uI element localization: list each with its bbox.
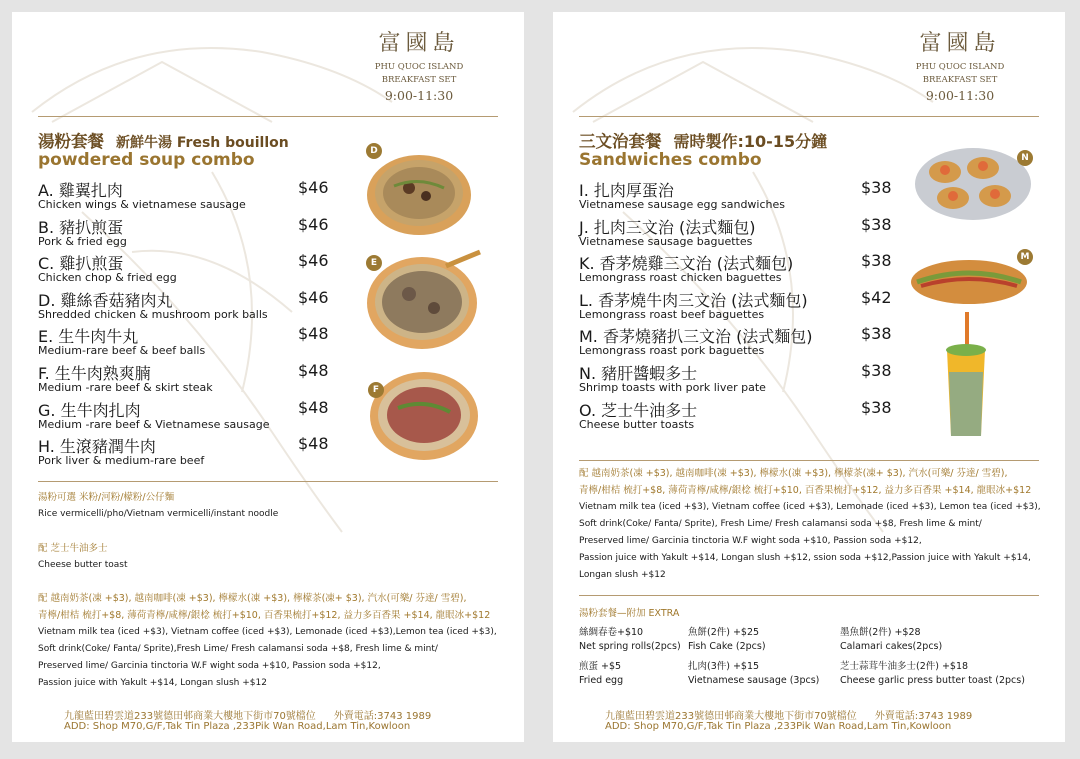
item-name: B. 豬扒煎蛋: [38, 218, 124, 237]
item-desc: Shredded chicken & mushroom pork balls: [38, 308, 268, 321]
drinks-en-line: Preserved lime/ Garcinia tinctoria W.F wight soda +$10, Passion soda +$12,: [38, 661, 381, 671]
drinks-en-line: Vietnam milk tea (iced +$3), Vietnam coffee (iced +$3), Lemonade (iced +$3),Lemon tea (iced +$3),: [38, 627, 497, 637]
takeaway-phone: 外賣電話:3743 1989: [333, 711, 432, 722]
soup-photo-e: [364, 248, 484, 358]
drinks-en-line: Soft drink(Coke/ Fanta/ Sprite), Fresh Lime/ Fresh calamansi soda +$8, Fresh lime & mint/: [579, 519, 982, 529]
item-desc: Chicken wings & vietnamese sausage: [38, 198, 246, 211]
item-desc: Cheese butter toasts: [579, 418, 695, 431]
soup-subtitle: 新鮮牛湯 Fresh bouillon: [116, 135, 289, 151]
extra-cell: Calamari cakes(2pcs): [840, 641, 943, 652]
item-name: H. 生滾豬潤牛肉: [38, 437, 156, 456]
items-divider: [38, 481, 498, 482]
restaurant-header: [895, 26, 1025, 103]
photo-badge-n: N: [1017, 150, 1033, 166]
drinks-en-line: Soft drink(Coke/ Fanta/ Sprite),Fresh Lime/ Fresh calamansi soda +$8, Fresh lime & mint/: [38, 644, 438, 654]
photo-badge-m: M: [1017, 249, 1033, 265]
sandwich-combo-title-en: Sandwiches combo: [579, 150, 762, 170]
item-price: $48: [298, 324, 329, 343]
restaurant-name-cn: 富國島: [919, 31, 1001, 56]
item-price: $38: [861, 178, 892, 197]
item-name: O. 芝士牛油多士: [579, 401, 698, 420]
passion-drink-photo: [931, 312, 1001, 442]
drinks-en-line: Preserved lime/ Garcinia tinctoria W.F wight soda +$10, Passion soda +$12,: [579, 536, 922, 546]
drinks-cn: 配 越南奶茶(凍 +$3), 越南咖啡(凍 +$3), 檸檬水(凍 +$3), 檸檬茶(凍+ $3), 汽水(可樂/ 芬達/ 雪碧),: [38, 593, 467, 604]
item-price: $38: [861, 361, 892, 380]
footer-address-en: ADD: Shop M70,G/F,Tak Tin Plaza ,233Pik Wan Road,Lam Tin,Kowloon: [605, 721, 952, 732]
noodle-options-cn: 湯粉可選 米粉/河粉/檬粉/公仔麵: [38, 492, 175, 503]
item-price: $42: [861, 288, 892, 307]
section-title-cn: [38, 128, 289, 152]
footer-address-cn: [605, 707, 972, 722]
item-price: $48: [298, 434, 329, 453]
restaurant-header: [354, 26, 484, 103]
baguette-photo: [909, 250, 1033, 310]
item-name: C. 雞扒煎蛋: [38, 254, 124, 273]
extra-cell: Cheese garlic press butter toast (2pcs): [840, 675, 1025, 686]
sandwich-menu-page: [553, 12, 1065, 742]
extra-cell: Net spring rolls(2pcs): [579, 641, 681, 652]
drinks-cn: 配 越南奶茶(凍 +$3), 越南咖啡(凍 +$3), 檸檬水(凍 +$3), 檸檬茶(凍+ $3), 汽水(可樂/ 芬達/ 雪碧),: [579, 468, 1008, 479]
service-hours: 9:00-11:30: [384, 88, 454, 103]
extra-cell: Fish Cake (2pcs): [688, 641, 766, 652]
item-desc: Medium -rare beef & skirt steak: [38, 381, 213, 394]
toast-cn: 配 芝士牛油多士: [38, 543, 108, 554]
restaurant-name-cn: 富國島: [378, 31, 460, 56]
item-name: N. 豬肝醬蝦多士: [579, 364, 698, 383]
item-desc: Chicken chop & fried egg: [38, 271, 177, 284]
extras-divider: [579, 595, 1039, 596]
photo-badge-e: E: [366, 255, 382, 271]
item-desc: Lemongrass roast chicken baguettes: [579, 271, 782, 284]
item-desc: Lemongrass roast pork baguettes: [579, 344, 765, 357]
photo-badge-d: D: [366, 143, 382, 159]
item-desc: Vietnamese sausage baguettes: [579, 235, 753, 248]
item-name: A. 雞翼扎肉: [38, 181, 123, 200]
noodle-options-en: Rice vermicelli/pho/Vietnam vermicelli/instant noodle: [38, 509, 279, 519]
restaurant-name-en: PHU QUOC ISLAND: [374, 62, 464, 72]
item-name: G. 生牛肉扎肉: [38, 401, 141, 420]
item-desc: Shrimp toasts with pork liver pate: [579, 381, 766, 394]
extras-title: 湯粉套餐—附加 EXTRA: [579, 608, 680, 619]
footer-address-cn: [64, 707, 431, 722]
drinks-en-line: Passion juice with Yakult +$14, Longan slush +$12: [38, 678, 267, 688]
item-price: $48: [298, 361, 329, 380]
item-desc: Vietnamese sausage egg sandwiches: [579, 198, 785, 211]
extra-cell: Fried egg: [579, 675, 624, 686]
items-divider: [579, 460, 1039, 461]
item-price: $46: [298, 215, 329, 234]
header-divider: [38, 116, 498, 117]
soup-combo-title-cn: 湯粉套餐: [38, 132, 104, 151]
item-desc: Pork liver & medium-rare beef: [38, 454, 205, 467]
item-price: $38: [861, 324, 892, 343]
restaurant-name-en: PHU QUOC ISLAND: [915, 62, 1005, 72]
soup-combo-title-en: powdered soup combo: [38, 150, 255, 170]
item-name: J. 扎肉三文治 (法式麵包): [579, 218, 756, 237]
item-name: L. 香茅燒牛肉三文治 (法式麵包): [579, 291, 808, 310]
item-price: $38: [861, 251, 892, 270]
section-title-cn: [579, 128, 827, 152]
preparation-time: 需時製作:10-15分鐘: [673, 132, 828, 151]
drinks-en-line: Passion juice with Yakult +$14, Longan slush +$12, ssion soda +$12,Passion juice with Yakult +$14,: [579, 553, 1031, 563]
item-name: M. 香茅燒豬扒三文治 (法式麵包): [579, 327, 813, 346]
item-price: $46: [298, 288, 329, 307]
extra-cell: 魚餅(2件) +$25: [688, 627, 760, 638]
service-hours: 9:00-11:30: [925, 88, 995, 103]
header-divider: [579, 116, 1039, 117]
item-name: E. 生牛肉牛丸: [38, 327, 139, 346]
extra-cell: 墨魚餅(2件) +$28: [840, 627, 921, 638]
item-price: $38: [861, 215, 892, 234]
drinks-cn-2: 青檸/柑桔 梳打+$8, 薄荷青檸/咸檸/銀棯 梳打+$10, 百香果梳打+$12, 益力多百香果 +$14, 龍眼冰+$12: [38, 610, 491, 621]
item-price: $38: [861, 398, 892, 417]
shrimp-toast-photo: [913, 144, 1033, 224]
extra-cell: Vietnamese sausage (3pcs): [688, 675, 820, 686]
item-price: $48: [298, 398, 329, 417]
menu-type: BREAKFAST SET: [381, 75, 457, 85]
drinks-en-line: Longan slush +$12: [579, 570, 666, 580]
drinks-cn-2: 青檸/柑桔 梳打+$8, 薄荷青檸/咸檸/銀棯 梳打+$10, 百香果梳打+$12, 益力多百香果 +$14, 龍眼冰+$12: [579, 485, 1032, 496]
extra-cell: 芝士蒜茸牛油多士(2件) +$18: [840, 661, 969, 672]
item-price: $46: [298, 178, 329, 197]
item-desc: Pork & fried egg: [38, 235, 127, 248]
item-desc: Medium -rare beef & Vietnamese sausage: [38, 418, 270, 431]
item-desc: Medium-rare beef & beef balls: [38, 344, 206, 357]
address-cn: 九龍藍田碧雲道233號德田邨商業大樓地下街市70號檔位: [64, 711, 316, 722]
extra-cell: 絲綢春卷+$10: [579, 627, 644, 638]
item-desc: Lemongrass roast beef baguettes: [579, 308, 765, 321]
drinks-en-line: Vietnam milk tea (iced +$3), Vietnam coffee (iced +$3), Lemonade (iced +$3), Lemon tea (iced +$3),: [579, 502, 1041, 512]
extra-cell: 煎蛋 +$5: [579, 661, 622, 672]
soup-photo-f: [368, 368, 480, 464]
item-name: F. 生牛肉熟爽腩: [38, 364, 151, 383]
footer-address-en: ADD: Shop M70,G/F,Tak Tin Plaza ,233Pik Wan Road,Lam Tin,Kowloon: [64, 721, 411, 732]
item-name: D. 雞絲香菇豬肉丸: [38, 291, 173, 310]
item-price: $46: [298, 251, 329, 270]
soup-menu-page: [12, 12, 524, 742]
soup-photo-d: [364, 148, 474, 238]
toast-en: Cheese butter toast: [38, 560, 128, 570]
address-cn: 九龍藍田碧雲道233號德田邨商業大樓地下街市70號檔位: [605, 711, 857, 722]
sandwich-combo-title-cn: 三文治套餐: [579, 132, 662, 151]
extra-cell: 扎肉(3件) +$15: [688, 661, 760, 672]
item-name: K. 香茅燒雞三文治 (法式麵包): [579, 254, 794, 273]
photo-badge-f: F: [368, 382, 384, 398]
menu-type: BREAKFAST SET: [922, 75, 998, 85]
item-name: I. 扎肉厚蛋治: [579, 181, 674, 200]
takeaway-phone: 外賣電話:3743 1989: [874, 711, 973, 722]
